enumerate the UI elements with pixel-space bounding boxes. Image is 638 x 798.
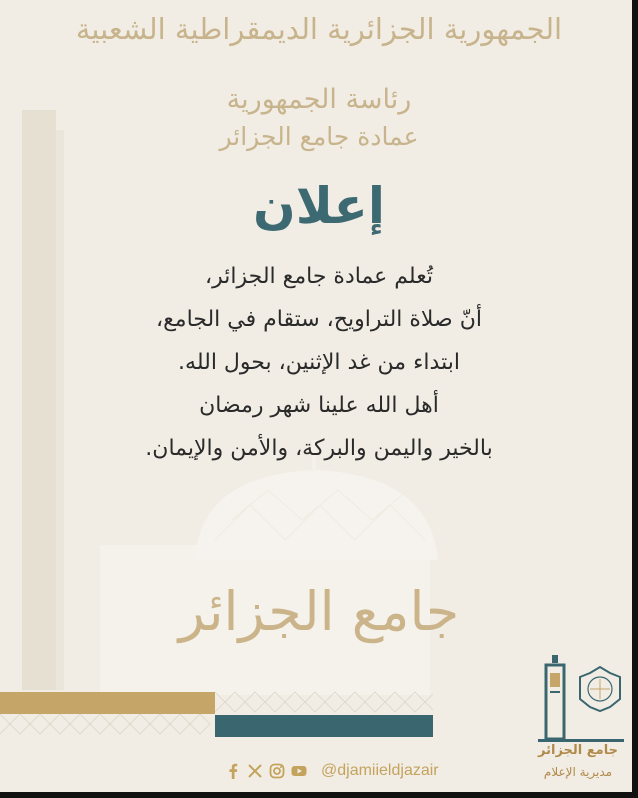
x-icon[interactable] [247, 763, 263, 779]
decorative-gold-band [0, 692, 215, 714]
instagram-icon[interactable] [269, 763, 285, 779]
body-line: أهل الله علينا شهر رمضان [199, 393, 439, 418]
decorative-teal-band [215, 715, 433, 737]
body-line: تُعلم عمادة جامع الجزائر، [205, 264, 433, 289]
social-handle[interactable]: @djamiieldjazair [321, 762, 439, 779]
right-border [632, 0, 638, 798]
announcement-body [90, 255, 548, 470]
header-presidency: رئاسة الجمهورية [226, 84, 412, 115]
body-line: بالخير واليمن والبركة، والأمن والإيمان. [145, 436, 493, 461]
bottom-border [0, 792, 638, 798]
announcement-title: إعلان [253, 177, 385, 235]
header-mosque-deanship: عمادة جامع الجزائر [219, 122, 419, 151]
header-country-name: الجمهورية الجزائرية الديمقراطية الشعبية [75, 12, 563, 46]
body-line: ابتداء من غد الإثنين، بحول الله. [178, 350, 460, 375]
logo-subtitle: مديرية الإعلام [543, 765, 613, 779]
logo-wordmark: جامع الجزائر [538, 743, 618, 758]
social-links [225, 760, 439, 782]
mosque-calligraphy-logo: جامع الجزائر [178, 580, 460, 643]
youtube-icon[interactable] [291, 763, 307, 779]
facebook-icon[interactable] [225, 763, 241, 779]
body-line: أنّ صلاة التراويح، ستقام في الجامع، [155, 307, 482, 332]
